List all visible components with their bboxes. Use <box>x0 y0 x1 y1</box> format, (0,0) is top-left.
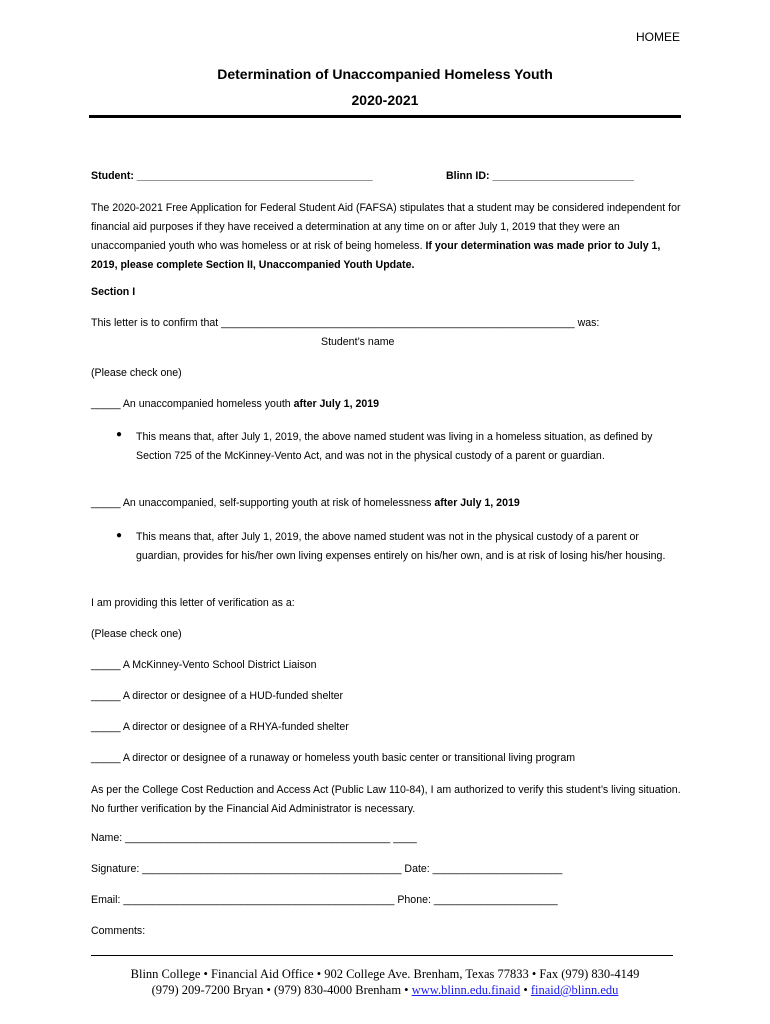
confirm-line <box>91 317 599 329</box>
check-one-label-2: (Please check one) <box>91 628 182 640</box>
intro-text: The 2020-2021 Free Application for Federal Student Aid (FAFSA) stipulates that a student may be considered independent for financial aid purposes if they have received a determination at any time on or after July 1, 2019 that they were an unaccompanied youth who was homeless or at risk of being homeless. <box>91 202 681 252</box>
intro-bold-text: If your determination was made prior to July 1, 2019, please complete Section II, Unaccompanied Youth Update. <box>91 240 661 271</box>
comments-field[interactable] <box>91 955 673 956</box>
option-at-risk-youth <box>91 497 520 509</box>
intro-paragraph <box>91 199 681 275</box>
footer-phones: (979) 209-7200 Bryan • (979) 830-4000 Brenham • <box>151 983 409 997</box>
footer-contact <box>0 983 770 998</box>
option-homeless-youth-checkbox[interactable]: _____ <box>91 398 121 410</box>
student-name-field[interactable]: ____________________________________________________________ <box>221 317 575 329</box>
page-title: Determination of Unaccompanied Homeless Youth <box>217 66 553 82</box>
email-phone-field[interactable]: Email: ______________________________________________ Phone: _____________________ <box>91 894 558 906</box>
student-name-caption: Student’s name <box>321 336 395 348</box>
blinn-id-field[interactable]: Blinn ID: ________________________ <box>446 170 634 182</box>
signature-date-field[interactable]: Signature: ____________________________________________ Date: ______________________ <box>91 863 563 875</box>
verification-intro: I am providing this letter of verification as a: <box>91 597 295 609</box>
bullet-icon: ● <box>116 530 123 541</box>
footer-separator: • <box>523 983 528 997</box>
section-heading: Section I <box>91 286 136 298</box>
option-homeless-youth-text: An unaccompanied homeless youth <box>122 398 291 410</box>
student-field[interactable]: Student: ________________________________________ <box>91 170 373 182</box>
title-rule <box>89 115 681 118</box>
footer-address: Blinn College • Financial Aid Office • 902 College Ave. Brenham, Texas 77833 • Fax (979) 830-4149 <box>130 967 640 981</box>
bullet-icon: ● <box>116 429 123 440</box>
comments-label: Comments: <box>91 925 146 937</box>
website-link[interactable]: www.blinn.edu.finaid <box>411 983 521 997</box>
authorization-paragraph: As per the College Cost Reduction and Access Act (Public Law 110-84), I am authorized to verify this student’s living situation. No further verification by the Financial Aid Administrator is necessary. <box>91 784 681 815</box>
email-link[interactable]: finaid@blinn.edu <box>530 983 619 997</box>
option-at-risk-youth-explanation: This means that, after July 1, 2019, the above named student was not in the physical custody of a parent or guardian, provides for his/her own living expenses entirely on his/her own, and is at risk of losing his/her housing. <box>136 531 666 562</box>
check-one-label: (Please check one) <box>91 367 182 379</box>
role-option-hud-shelter[interactable]: _____ A director or designee of a HUD-funded shelter <box>91 690 344 702</box>
page-year: 2020-2021 <box>351 92 419 108</box>
option-at-risk-youth-text: An unaccompanied, self-supporting youth at risk of homelessness <box>122 497 432 509</box>
confirm-suffix: was: <box>577 317 600 329</box>
name-field[interactable]: Name: _____________________________________________ ____ <box>91 832 417 844</box>
option-at-risk-youth-checkbox[interactable]: _____ <box>91 497 121 509</box>
role-option-rhya-shelter[interactable]: _____ A director or designee of a RHYA-funded shelter <box>91 721 349 733</box>
role-option-runaway-program[interactable]: _____ A director or designee of a runaway or homeless youth basic center or transitional living program <box>91 752 576 764</box>
form-code: HOMEE <box>636 30 681 44</box>
option-homeless-youth-explanation: This means that, after July 1, 2019, the above named student was living in a homeless situation, as defined by Section 725 of the McKinney-Vento Act, and was not in the physical custody of a parent or guardian. <box>136 431 653 462</box>
option-at-risk-youth-date: after July 1, 2019 <box>434 497 520 509</box>
role-option-liaison[interactable]: _____ A McKinney-Vento School District Liaison <box>91 659 317 671</box>
option-homeless-youth-date: after July 1, 2019 <box>293 398 380 410</box>
option-homeless-youth <box>91 398 379 410</box>
confirm-prefix: This letter is to confirm that <box>91 317 219 329</box>
